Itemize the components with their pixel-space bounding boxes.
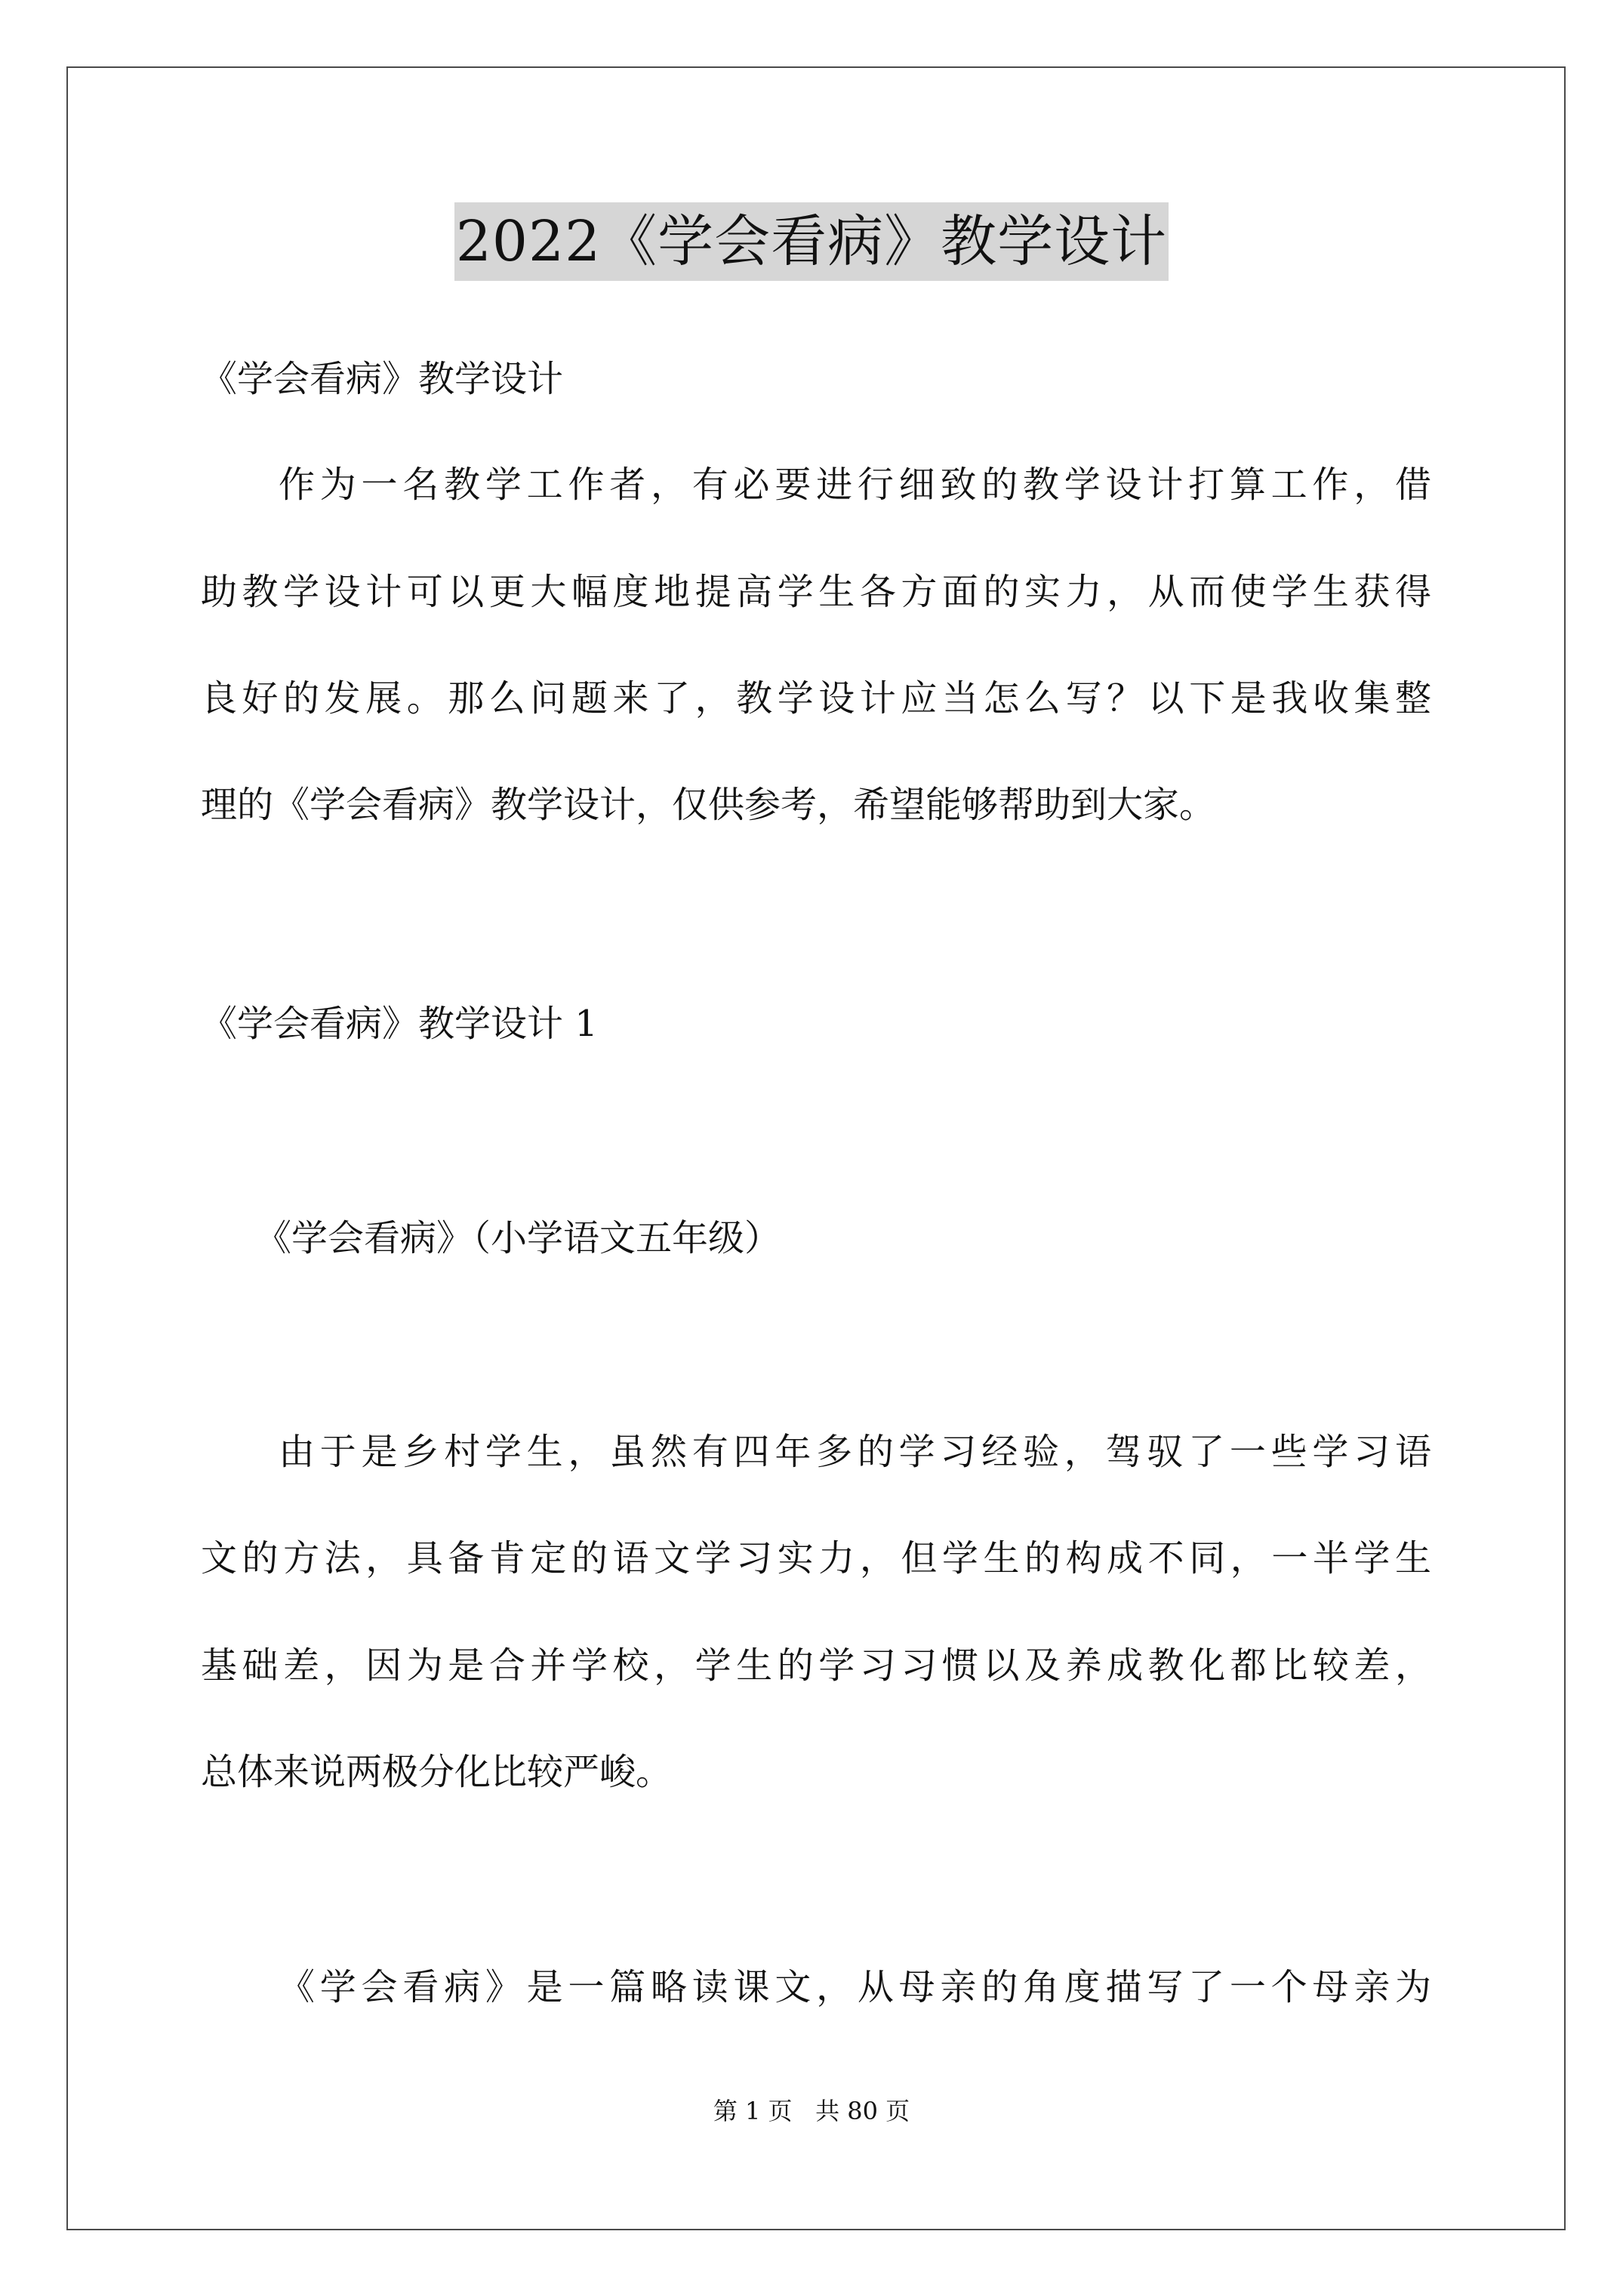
- para2-line-4: 总体来说两极分化比较严峻。: [201, 1751, 673, 1793]
- intro-heading: 《学会看病》教学设计: [201, 358, 564, 400]
- para3-line-1: 《学会看病》是一篇略读课文，从母亲的角度描写了一个母亲为: [279, 1966, 1431, 2008]
- intro-line-4: 理的《学会看病》教学设计，仅供参考，希望能够帮助到大家。: [201, 784, 1216, 826]
- para2-line-2: 文的方法，具备肯定的语文学习实力，但学生的构成不同，一半学生: [201, 1537, 1431, 1579]
- intro-line-3: 良好的发展。那么问题来了，教学设计应当怎么写？以下是我收集整: [201, 677, 1431, 720]
- para2-line-3: 基础差，因为是合并学校，学生的学习习惯以及养成教化都比较差，: [201, 1644, 1431, 1687]
- document-title: 2022《学会看病》教学设计: [454, 202, 1169, 281]
- intro-line-2: 助教学设计可以更大幅度地提高学生各方面的实力，从而使学生获得: [201, 571, 1431, 613]
- intro-line-1: 作为一名教学工作者，有必要进行细致的教学设计打算工作，借: [279, 464, 1431, 506]
- page-number-footer: 第 1 页 共 80 页: [713, 2097, 910, 2125]
- section1-subheading: 《学会看病》（小学语文五年级）: [255, 1217, 781, 1259]
- title-container: [0, 202, 1623, 281]
- para2-line-1: 由于是乡村学生，虽然有四年多的学习经验，驾驭了一些学习语: [279, 1431, 1431, 1473]
- section1-heading: 《学会看病》教学设计 1: [201, 1003, 598, 1045]
